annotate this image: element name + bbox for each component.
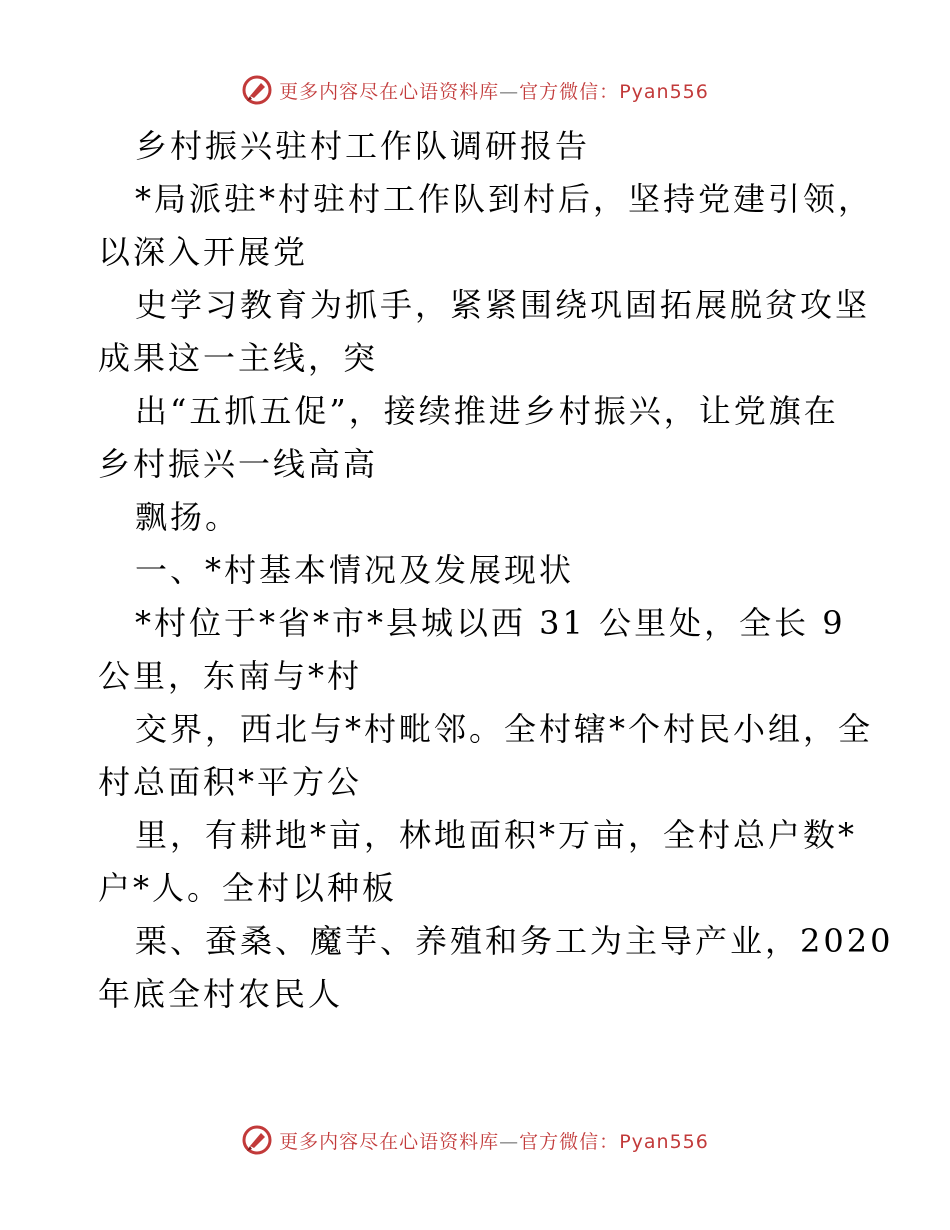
doc-line: 以深入开展党: [98, 233, 309, 271]
doc-line: *村位于*省*市*县城以西 31 公里处，全长 9: [135, 604, 846, 642]
banner-text: 更多内容尽在心语资料库—官方微信：Pyan556: [279, 1130, 709, 1153]
doc-line: 出“五抓五促”，接续推进乡村振兴，让党旗在: [135, 392, 839, 430]
document-body: [98, 120, 894, 1021]
pen-nib-logo-icon: [241, 74, 273, 106]
doc-line: 村总面积*平方公: [98, 763, 363, 801]
banner-text: 更多内容尽在心语资料库—官方微信：Pyan556: [279, 80, 709, 103]
doc-line: 交界，西北与*村毗邻。全村辖*个村民小组，全: [135, 710, 874, 748]
section-heading: 一、*村基本情况及发展现状: [135, 551, 575, 589]
header-banner: [0, 70, 950, 110]
doc-line: 年底全村农民人: [98, 975, 344, 1013]
doc-line: 乡村振兴一线高高: [98, 445, 379, 483]
doc-line: *局派驻*村驻村工作队到村后，坚持党建引领，: [135, 180, 874, 218]
doc-line: 里，有耕地*亩，林地面积*万亩，全村总户数*: [135, 816, 858, 854]
doc-title: 乡村振兴驻村工作队调研报告: [135, 127, 591, 165]
doc-line: 飘扬。: [135, 498, 241, 536]
doc-line: 成果这一主线，突: [98, 339, 379, 377]
doc-line: 栗、蚕桑、魔芋、养殖和务工为主导产业，2020: [135, 922, 894, 960]
doc-line: 户*人。全村以种板: [98, 869, 398, 907]
doc-line: 史学习教育为抓手，紧紧围绕巩固拓展脱贫攻坚: [135, 286, 871, 324]
pen-nib-logo-icon: [241, 1124, 273, 1156]
doc-line: 公里，东南与*村: [98, 657, 363, 695]
footer-banner: [0, 1120, 950, 1160]
